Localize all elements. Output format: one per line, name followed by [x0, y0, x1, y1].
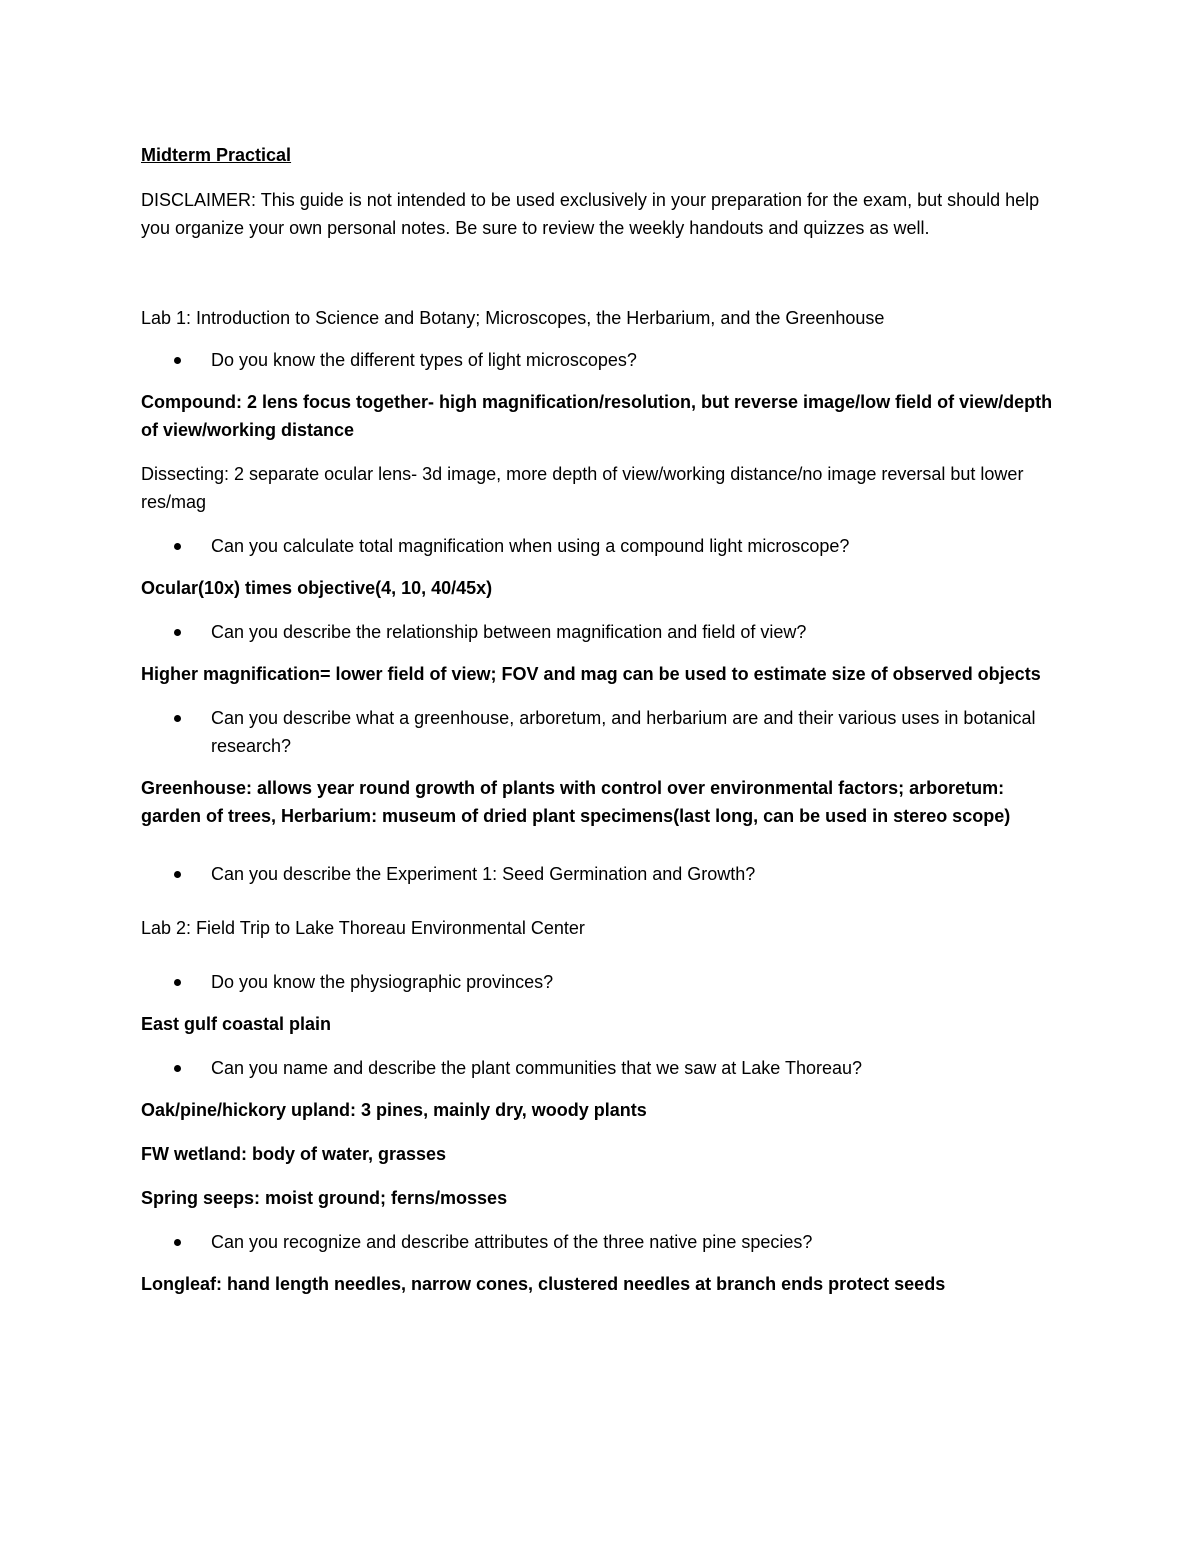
question-text: Can you name and describe the plant communities that we saw at Lake Thoreau? [211, 1058, 863, 1078]
question-text: Do you know the physiographic provinces? [211, 972, 554, 992]
bullet-icon [174, 629, 181, 636]
bullet-icon [174, 357, 181, 364]
lab2-answer-wetland: FW wetland: body of water, grasses [141, 1144, 447, 1164]
bullet-icon [174, 543, 181, 550]
bullet-icon [174, 871, 181, 878]
lab2-question-3 [141, 1228, 1061, 1256]
lab2-question-2 [141, 1054, 1061, 1082]
lab2-answer-provinces: East gulf coastal plain [141, 1014, 332, 1034]
lab2-answer-longleaf: Longleaf: hand length needles, narrow cones, clustered needles at branch ends protect seeds [141, 1274, 946, 1294]
lab1-answer-greenhouse: Greenhouse: allows year round growth of plants with control over environmental factors; arboretum: garden of trees, Herbarium: museum of dried plant specimens(last long, can be used in stereo scope) [141, 778, 1011, 826]
lab1-answer-dissecting: Dissecting: 2 separate ocular lens- 3d image, more depth of view/working distance/no image reversal but lower res/mag [141, 464, 1024, 512]
disclaimer-text: DISCLAIMER: This guide is not intended to be used exclusively in your preparation for the exam, but should help you organize your own personal notes. Be sure to review the weekly handouts and quizzes as well. [141, 190, 1040, 238]
lab2-answer-seeps: Spring seeps: moist ground; ferns/mosses [141, 1188, 508, 1208]
bullet-icon [174, 1065, 181, 1072]
question-text: Can you describe the relationship between magnification and field of view? [211, 622, 807, 642]
lab2-heading: Lab 2: Field Trip to Lake Thoreau Environmental Center [141, 918, 585, 938]
bullet-icon [174, 979, 181, 986]
lab2-question-1 [141, 968, 1061, 996]
lab1-heading: Lab 1: Introduction to Science and Botany; Microscopes, the Herbarium, and the Greenhouse [141, 308, 885, 328]
document-body [141, 142, 1061, 1314]
lab1-question-5 [141, 860, 1061, 888]
question-text: Can you describe what a greenhouse, arboretum, and herbarium are and their various uses in botanical research? [211, 708, 1036, 756]
lab1-question-4 [141, 704, 1061, 760]
document-title: Midterm Practical [141, 145, 292, 165]
question-text: Do you know the different types of light microscopes? [211, 350, 637, 370]
lab1-question-2 [141, 532, 1061, 560]
question-text: Can you recognize and describe attributes of the three native pine species? [211, 1232, 813, 1252]
question-text: Can you describe the Experiment 1: Seed Germination and Growth? [211, 864, 756, 884]
question-text: Can you calculate total magnification when using a compound light microscope? [211, 536, 850, 556]
bullet-icon [174, 1239, 181, 1246]
lab1-answer-field-of-view: Higher magnification= lower field of view; FOV and mag can be used to estimate size of observed objects [141, 664, 1041, 684]
lab1-question-1 [141, 346, 1061, 374]
lab2-answer-upland: Oak/pine/hickory upland: 3 pines, mainly dry, woody plants [141, 1100, 647, 1120]
lab1-question-3 [141, 618, 1061, 646]
lab1-answer-magnification: Ocular(10x) times objective(4, 10, 40/45x) [141, 578, 493, 598]
bullet-icon [174, 715, 181, 722]
lab1-answer-compound: Compound: 2 lens focus together- high magnification/resolution, but reverse image/low field of view/depth of view/working distance [141, 392, 1053, 440]
